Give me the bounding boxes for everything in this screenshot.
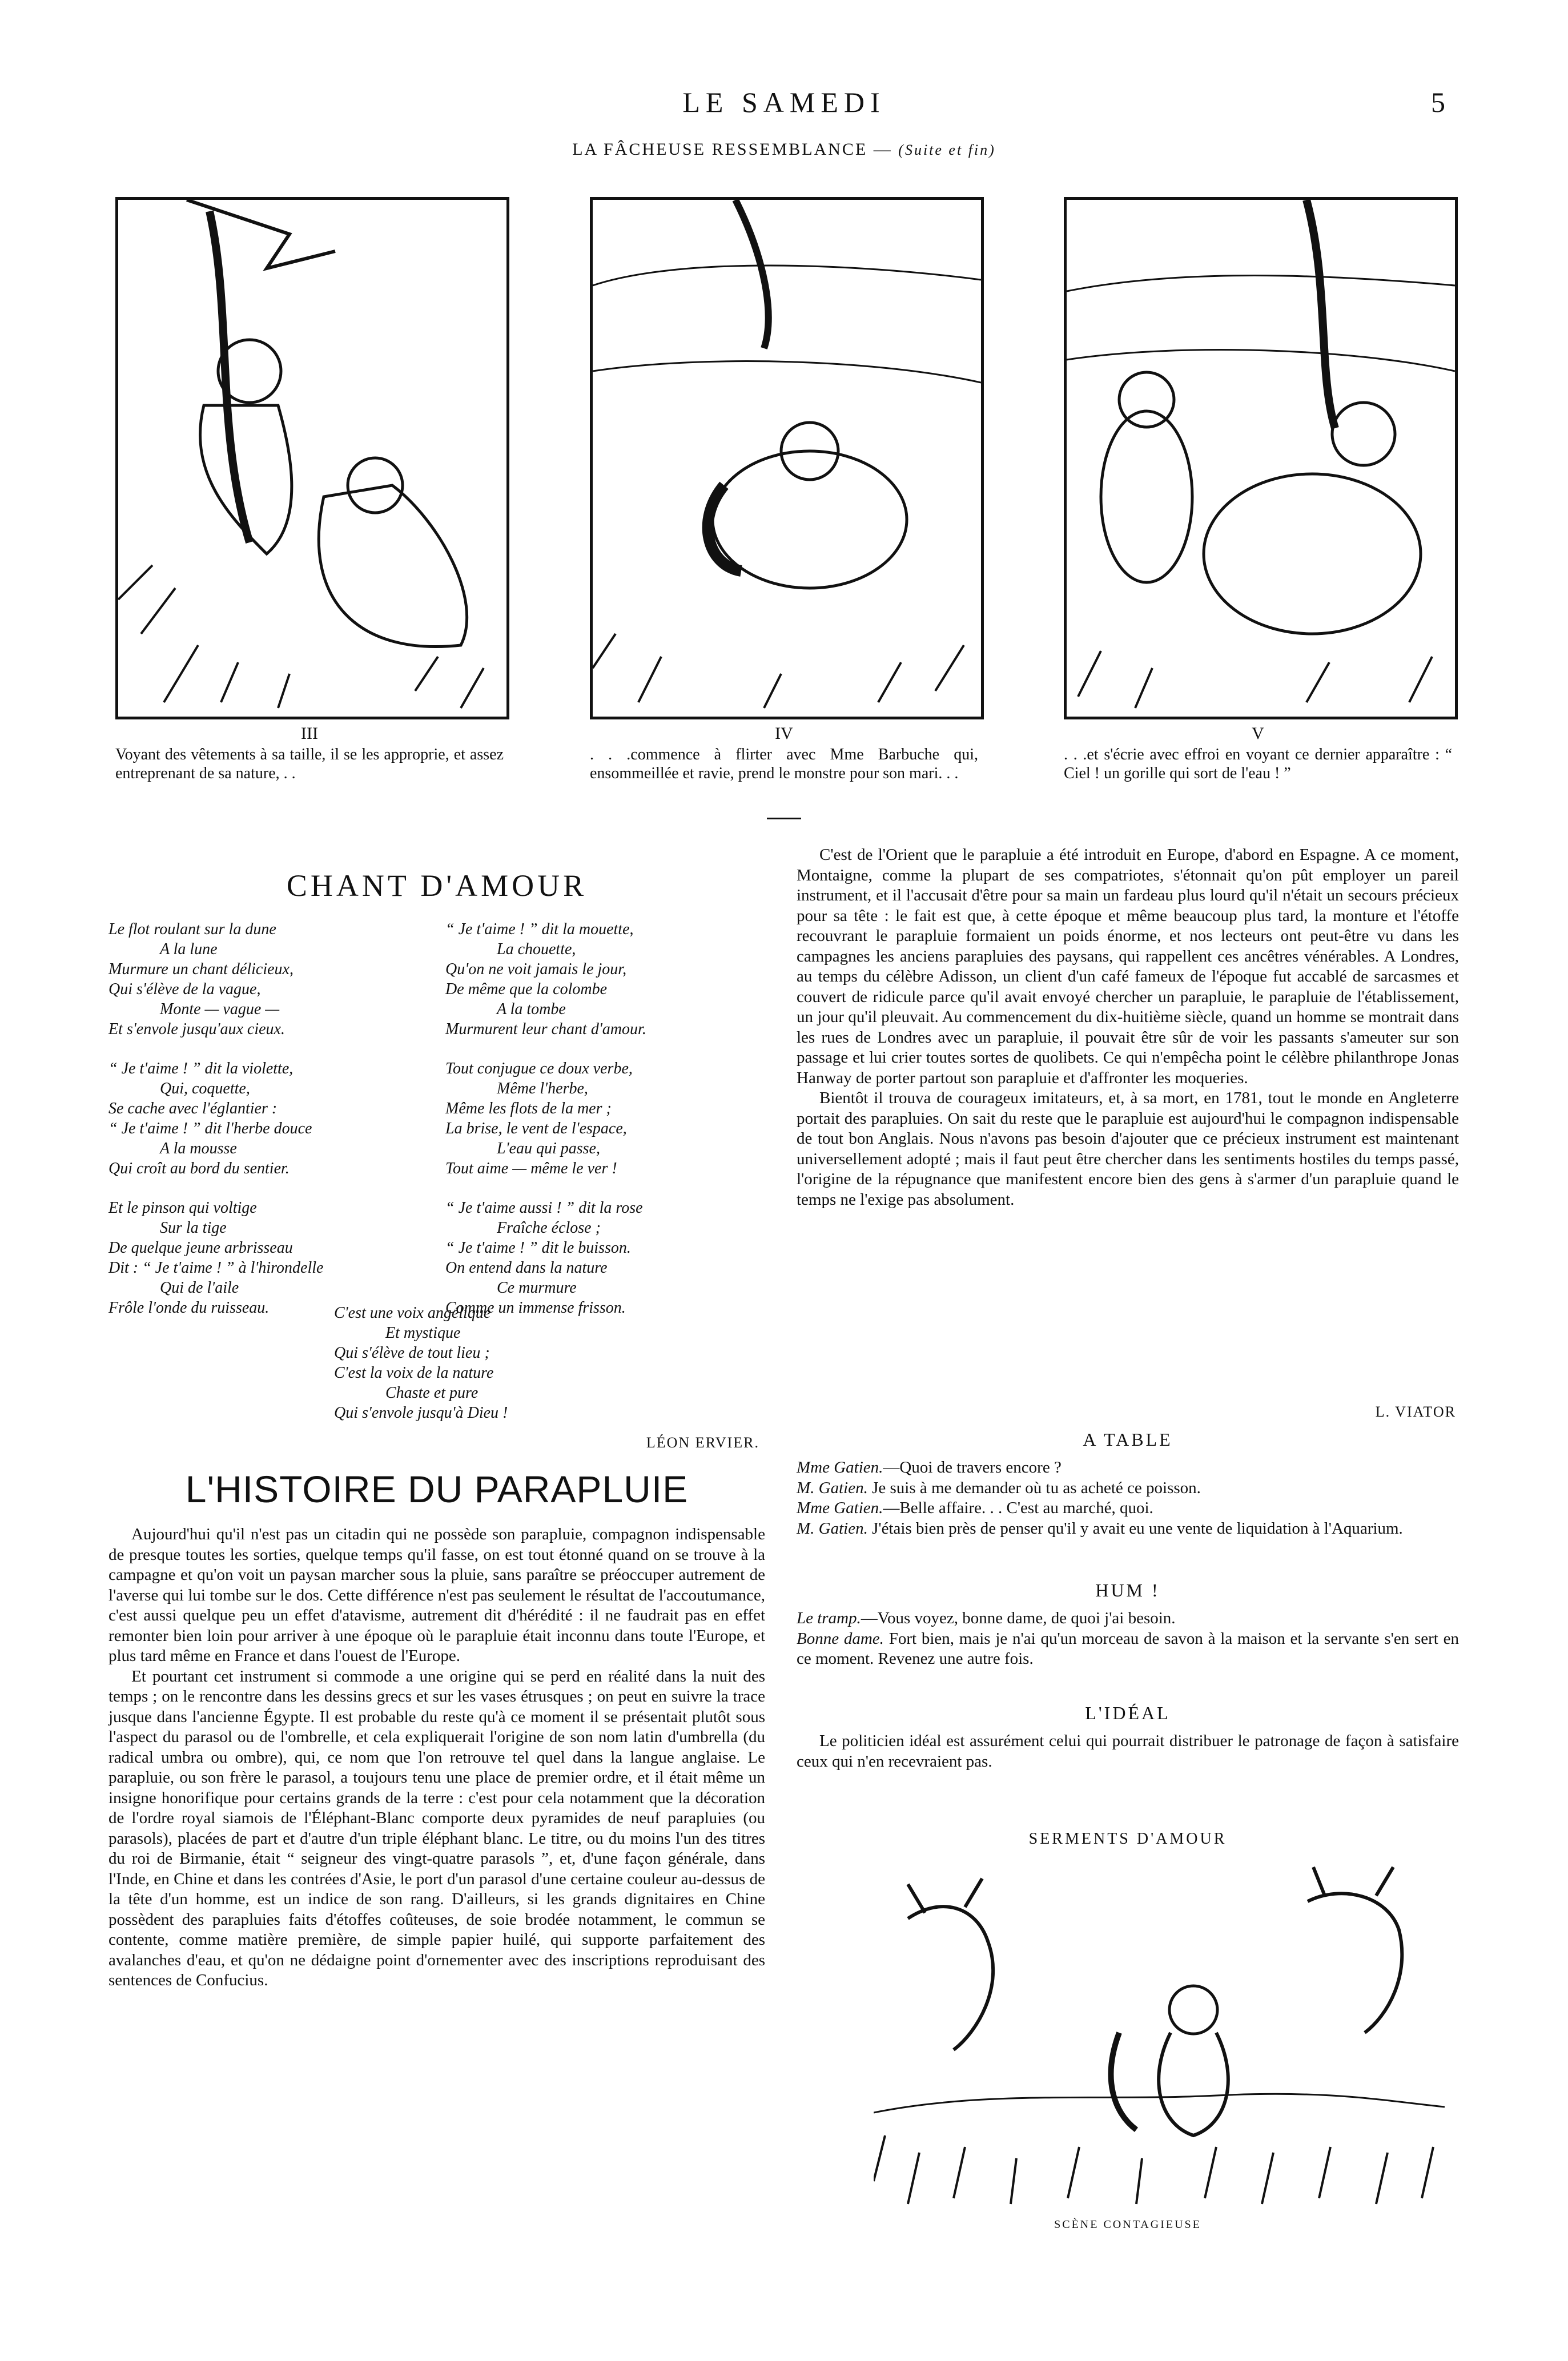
series-title-text: LA FÂCHEUSE RESSEMBLANCE [572, 140, 868, 159]
poem-line: Tout aime — même le ver ! [445, 1160, 617, 1177]
article-paragraph: Et pourtant cet instrument si commode a une origine qui se perd en réalité dans la nuit des temps ; on le rencontre dans les dessins grecs et sur les vases étrusques ; on peut en suivre la trace jusque dans l'ancienne Égypte. Il est probable du reste qu'à ce moment il se présentait plutôt sous l'aspect du parasol ou de l'ombrelle, et cela expliquerait l'origine de son nom latin d'umbrella (du radical umbra ou ombre), qui, ce nom que l'on retrouve tel quel dans la langue anglaise. Le parapluie, ou son frère le parasol, a toujours tenu une place de premier ordre, et il était même un insigne honorifique pour certains grands de la terre : c'est pour cela notamment que la décoration de l'ordre royal siamois de l'Éléphant-Blanc comporte deux pyramides de neuf parapluies (ou parasols), placées de part et d'autre d'un triple éléphant blanc. Le titre, ou du moins l'un des titres du roi de Birmanie, était “ seigneur des vingt-quatre parasols ”, et, d'une façon générale, dans l'Inde, en Chine et dans les contrées d'Asie, le port d'un parasol d'une certaine couleur au-dessus de la tête d'un homme, est un indice de son rang. D'ailleurs, si les grands dignitaires en Chine possèdent des parapluies faits d'étoffes coûteuses, de soie brodée notamment, le commun se contente, comme matière première, de simple papier huilé, qui supporte parfaitement des avalanches d'eau, et qu'on ne dédaigne point d'ornementer avec des inscriptions reproduisant des sentences de Confucius. [108, 1667, 765, 1989]
poem-line: Qui s'élève de la vague, [108, 980, 261, 998]
caption-panel-iii [115, 724, 504, 783]
poem-line: Et mystique [385, 1324, 461, 1342]
poem-line: Qu'on ne voit jamais le jour, [445, 960, 627, 978]
poem-line: L'eau qui passe, [497, 1140, 600, 1157]
panel-illustration-iii [118, 200, 506, 717]
dialog-line [797, 1629, 1459, 1670]
poem-line: La chouette, [497, 940, 576, 958]
poem-author: LÉON ERVIER. [646, 1434, 759, 1451]
dialog-text: —Quoi de travers encore ? [883, 1458, 1062, 1477]
series-suffix: (Suite et fin) [898, 142, 996, 158]
poem-line: Sur la tige [160, 1219, 227, 1237]
comic-panel-v [1064, 197, 1458, 719]
serments-illustration [874, 1861, 1445, 2207]
cows-scene-illustration [874, 1861, 1445, 2207]
ideal-title: L'IDÉAL [1085, 1703, 1171, 1723]
poem-line: Qui s'élève de tout lieu ; [334, 1344, 490, 1362]
hum-title: HUM ! [1095, 1580, 1160, 1600]
speaker: Mme Gatien. [797, 1499, 883, 1517]
poem-line: Tout conjugue ce doux verbe, [445, 1060, 633, 1077]
article-paragraph: Aujourd'hui qu'il n'est pas un citadin qui ne possède son parapluie, compagnon indispensable de presque toutes les sorties, quelque temps qu'il fasse, on est tout étonné quand on se trouve à la campagne et qu'on voit un paysan marcher sous la pluie, sans paraître se préoccuper autrement de l'averse qui lui tombe sur le dos. Cette différence n'est pas seulement le résultat de l'accoutumance, c'est aussi quelque peu un effet d'atavisme, autrement dit d'hérédité : il ne faudrait pas en effet remonter bien loin pour arriver à une époque où le parapluie était inconnu dans toute l'Europe, et plus tard même en France et dans l'ouest de l'Europe. [108, 1525, 765, 1665]
article-title: L'HISTOIRE DU PARAPLUIE [185, 1468, 689, 1510]
article-paragraph: C'est de l'Orient que le parapluie a été introduit en Europe, d'abord en Espagne. A ce moment, Montaigne, comme la plupart de ses compatriotes, s'étonnait qu'on pût employer un pareil instrument, et il l'accusait d'être pour sa main un fardeau plus lourd qu'il n'était un secours précieux pour sa tête : le fait est que, à cette époque et même beaucoup plus tard, la monture et l'étoffe recouvrant le parapluie formaient un poids énorme, et nos lecteurs ont peut-être vu dans les campagnes les anciens parapluies des paysans, qui rappellent ces ancêtres vénérables. A Londres, au temps du célèbre Adisson, un client d'un café fameux de l'époque fut accablé de sarcasmes et couvert de ridicule parce qu'il avait envoyé chercher un parapluie, le parapluie de l'établissement, un jour qu'il pleuvait. Au commencement du dix-huitième siècle, quand un homme se montrait dans les rues de Londres avec un parapluie, il pouvait être sûr de voir les passants s'ameuter sur son passage et lui crier toutes sortes de quolibets. Ce qui n'empêcha point le célèbre philanthrope Jonas Hanway de porter partout son parapluie et d'affronter les moqueries. [797, 846, 1459, 1087]
poem-line: Qui s'envole jusqu'à Dieu ! [334, 1404, 508, 1422]
speaker: Le tramp. [797, 1609, 861, 1627]
dialog-line [797, 1519, 1459, 1539]
poem-line: Chaste et pure [385, 1384, 479, 1402]
poem-stanza [108, 1059, 428, 1179]
poem-line: Et s'envole jusqu'aux cieux. [108, 1020, 285, 1038]
poem-line: “ Je t'aime ! ” dit le buisson. [445, 1239, 631, 1257]
dialog-text: Je suis à me demander où tu as acheté ce poisson. [867, 1478, 1201, 1497]
panel-numeral: IV [775, 724, 793, 743]
ideal-text: Le politicien idéal est assurément celui qui pourrait distribuer le patronage de façon à satisfaire ceux qui n'en recevraient pas. [797, 1732, 1459, 1771]
poem-line: “ Je t'aime aussi ! ” dit la rose [445, 1199, 643, 1217]
poem-line: Murmurent leur chant d'amour. [445, 1020, 646, 1038]
serments-title: SERMENTS D'AMOUR [1028, 1830, 1227, 1848]
poem-line: De même que la colombe [445, 980, 608, 998]
comic-panel-iii [115, 197, 509, 719]
poem-line: Comme un immense frisson. [445, 1299, 626, 1317]
poem-line: Monte — vague — [160, 1000, 280, 1018]
page-number: 5 [1431, 86, 1445, 118]
poem-line: Qui de l'aile [160, 1279, 239, 1297]
poem-line: Et le pinson qui voltige [108, 1199, 257, 1217]
article-author: L. VIATOR [1375, 1403, 1456, 1420]
poem-line: Même les flots de la mer ; [445, 1100, 612, 1117]
a-table-dialog [797, 1458, 1459, 1539]
poem-title: CHANT D'AMOUR [286, 868, 588, 903]
poem-line: Ce murmure [497, 1279, 577, 1297]
poem-line: Frôle l'onde du ruisseau. [108, 1299, 270, 1317]
article-body-right [797, 845, 1459, 1210]
comic-panel-iv [590, 197, 984, 719]
dialog-text: —Belle affaire. . . C'est au marché, quoi. [883, 1499, 1153, 1517]
panel-caption-text: . . .commence à flirter avec Mme Barbuche qui, ensommeillée et ravie, prend le monstre pour son mari. . . [590, 746, 978, 782]
panel-caption-text: Voyant des vêtements à sa taille, il se les approprie, et assez entreprenant de sa nature, . . [115, 746, 504, 782]
panel-numeral: V [1252, 724, 1264, 743]
poem-line: C'est la voix de la nature [334, 1364, 494, 1382]
poem-line: Murmure un chant délicieux, [108, 960, 294, 978]
poem-stanza [445, 1198, 765, 1318]
poem-stanza [108, 1198, 428, 1318]
dialog-line [797, 1478, 1459, 1499]
panel-caption-text: . . .et s'écrie avec effroi en voyant ce dernier apparaître : “ Ciel ! un gorille qui sort de l'eau ! ” [1064, 746, 1452, 782]
dialog-line [797, 1458, 1459, 1478]
serments-caption: SCÈNE CONTAGIEUSE [1054, 2218, 1201, 2231]
article-body-left [108, 1525, 765, 1991]
a-table-title: A TABLE [1083, 1429, 1173, 1450]
dialog-text: J'étais bien près de penser qu'il y avait eu une vente de liquidation à l'Aquarium. [867, 1519, 1403, 1538]
poem-stanza [445, 1059, 765, 1179]
panel-illustration-v [1067, 200, 1455, 717]
poem-line: De quelque jeune arbrisseau [108, 1239, 293, 1257]
poem-line: Le flot roulant sur la dune [108, 920, 276, 938]
poem-line: La brise, le vent de l'espace, [445, 1120, 627, 1137]
dialog-line [797, 1608, 1459, 1629]
poem-line: A la mousse [160, 1140, 237, 1157]
poem-column-left [108, 919, 428, 1337]
poem-stanza [445, 919, 765, 1039]
masthead: LE SAMEDI [682, 86, 886, 118]
poem-line: Qui, coquette, [160, 1080, 250, 1097]
poem-line: On entend dans la nature [445, 1259, 608, 1277]
poem-line: Dit : “ Je t'aime ! ” à l'hirondelle [108, 1259, 324, 1277]
speaker: Mme Gatien. [797, 1458, 883, 1477]
panel-illustration-iv [593, 200, 981, 717]
article-paragraph: Bientôt il trouva de courageux imitateurs, et, à sa mort, en 1781, tout le monde en Angleterre portait des parapluies. On sait du reste que le parapluie est aujourd'hui le compagnon indispensable de tout bon Anglais. Nous n'avons pas besoin d'ajouter que ce précieux instrument est maintenant universellement adopté ; mais il faut peut être chercher dans les sentiments hostiles du temps passé, l'origine de la répugnance que manifestent encore bien des gens à s'armer d'un parapluie quand le temps ne l'exige pas absolument. [797, 1089, 1459, 1209]
dialog-line [797, 1498, 1459, 1519]
series-title: LA FÂCHEUSE RESSEMBLANCE — (Suite et fin) [572, 140, 996, 159]
speaker: Bonne dame. [797, 1629, 884, 1648]
poem-line: Fraîche éclose ; [497, 1219, 601, 1237]
caption-divider [767, 818, 801, 819]
poem-stanza [108, 919, 428, 1039]
poem-line: C'est une voix angélique [334, 1304, 491, 1322]
speaker: M. Gatien. [797, 1478, 868, 1497]
poem-line: A la lune [160, 940, 218, 958]
poem-line: “ Je t'aime ! ” dit la mouette, [445, 920, 634, 938]
caption-panel-v [1064, 724, 1452, 783]
poem-column-right [445, 919, 765, 1337]
poem-final-stanza [334, 1303, 654, 1423]
ideal-text-block [797, 1731, 1459, 1772]
poem-line: “ Je t'aime ! ” dit l'herbe douce [108, 1120, 312, 1137]
dialog-text: —Vous voyez, bonne dame, de quoi j'ai besoin. [861, 1609, 1176, 1627]
poem-line: “ Je t'aime ! ” dit la violette, [108, 1060, 294, 1077]
dialog-text: Fort bien, mais je n'ai qu'un morceau de savon à la maison et la servante s'en sert en ce moment. Revenez une autre fois. [797, 1629, 1459, 1668]
poem-line: Qui croît au bord du sentier. [108, 1160, 290, 1177]
poem-line: A la tombe [497, 1000, 566, 1018]
caption-panel-iv [590, 724, 978, 783]
hum-dialog [797, 1608, 1459, 1670]
poem-line: Se cache avec l'églantier : [108, 1100, 278, 1117]
panel-numeral: III [301, 724, 318, 743]
poem-line: Même l'herbe, [497, 1080, 588, 1097]
speaker: M. Gatien. [797, 1519, 868, 1538]
